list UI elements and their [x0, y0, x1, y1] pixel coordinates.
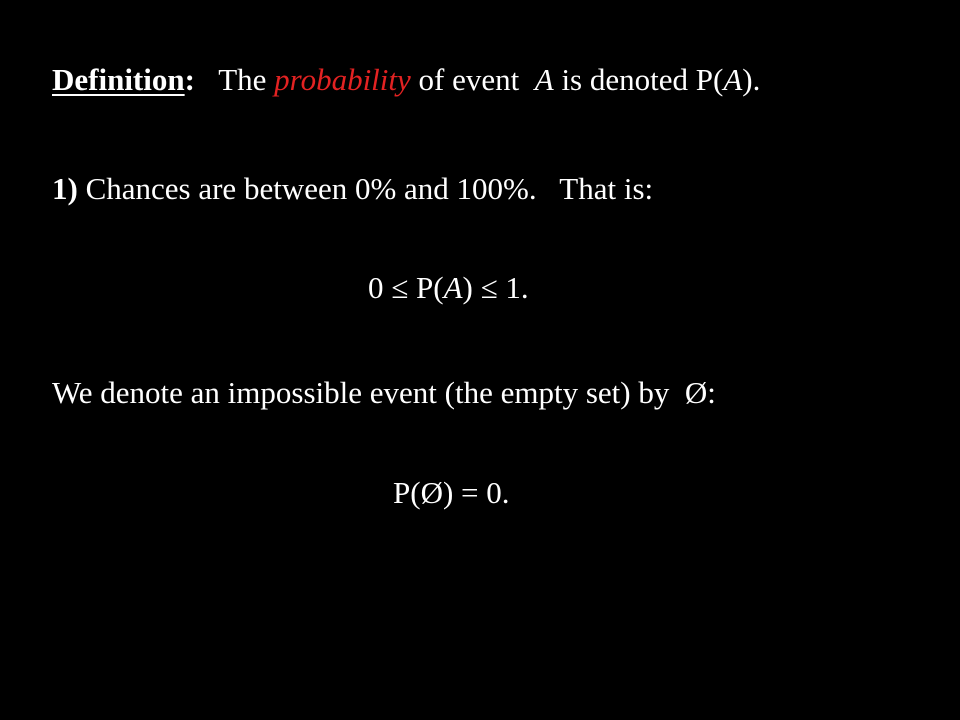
inequality-pre: 0 ≤ P( — [368, 270, 444, 305]
inequality-post: ) ≤ 1. — [462, 270, 529, 305]
inequality-variable: A — [443, 270, 463, 305]
rule-1-number: 1) — [52, 171, 78, 206]
empty-probability-text: P(Ø) = 0. — [393, 475, 510, 510]
empty-set-text: We denote an impossible event (the empty set) by Ø: — [52, 375, 716, 410]
empty-set-line — [52, 375, 716, 411]
definition-colon: : — [184, 62, 195, 97]
event-variable-2: A — [723, 62, 743, 97]
empty-probability-line — [393, 475, 510, 511]
event-variable: A — [534, 62, 554, 97]
rule-1-line — [52, 171, 653, 207]
definition-close: ). — [742, 62, 761, 97]
definition-intro: The — [218, 62, 267, 97]
rule-1-text: Chances are between 0% and 100%. That is: — [85, 171, 654, 206]
inequality-line — [368, 270, 529, 306]
definition-label: Definition — [52, 62, 185, 97]
probability-term: probability — [274, 62, 411, 97]
definition-after: is denoted P( — [561, 62, 724, 97]
definition-mid: of event — [418, 62, 520, 97]
definition-line — [52, 62, 760, 98]
